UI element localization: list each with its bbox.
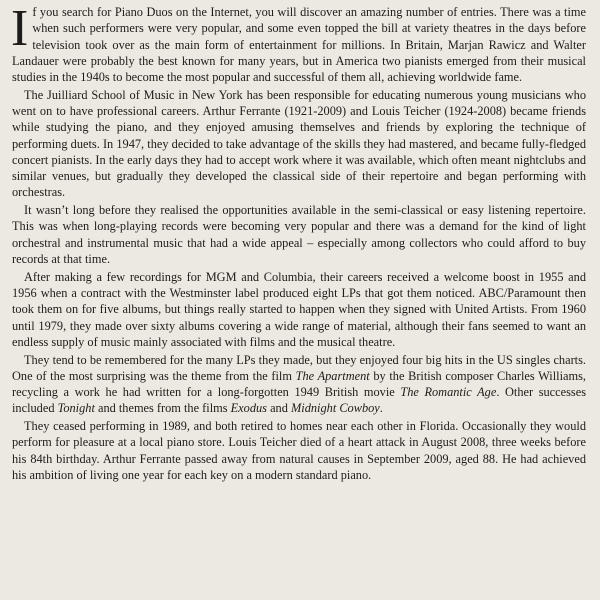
text-run: After making a few recordings for MGM and Columbia, their careers received a welcome boost in 1955 and 1956 when a contract with the Westminster label produced eight LPs that got them noticed. ABC/Paramount then took them on for five albums, but things really started to happen when they signed with United Artists. From 1960 until 1979, they made over sixty albums covering a wide range of material, although their fans seemed to want an endless supply of music mainly associated with films and the musical theatre. xyxy=(12,269,586,349)
paragraph xyxy=(12,418,586,483)
text-run: f you search for Piano Duos on the Internet, you will discover an amazing number of entries. There was a time when such performers were very popular, and some even topped the bill at variety theatres in the days before television took over as the main form of entertainment for millions. In Britain, Marjan Rawicz and Walter Landauer were probably the best known for many years, but in America two pianists emerged from their musical studies in the 1940s to become the most popular and successful of them all, achieving worldwide fame. xyxy=(12,5,586,84)
text-run: by the British composer Charles Williams, recycling a work he had written for a long-forgotten 1949 British movie xyxy=(12,368,586,400)
text-run: They ceased performing in 1989, and both retired to homes near each other in Florida. Occasionally they would perform for pleasure at a local piano store. Louis Teicher died of a heart attack in August 2008, three weeks before his 84th birthday. Arthur Ferrante passed away from natural causes in September 2009, aged 88. He had achieved his ambition of living one year for each key on a modern standard piano. xyxy=(12,419,586,482)
italic-title: Exodus xyxy=(230,401,267,416)
paragraph xyxy=(12,269,586,350)
italic-title: The Apartment xyxy=(295,368,370,383)
text-run: It wasn’t long before they realised the opportunities available in the semi-classical or easy listening repertoire. This was when long-playing records were becoming very popular and there was a demand for the kind of light orchestral and instrumental music that had a wide appeal – especially among collectors who could afford to buy records at that time. xyxy=(12,203,586,266)
paragraph xyxy=(11,0,586,85)
paragraph xyxy=(12,87,586,201)
paragraph xyxy=(12,352,586,417)
italic-title: Tonight xyxy=(57,401,95,416)
italic-title: The Romantic Age xyxy=(400,385,497,400)
italic-title: Midnight Cowboy xyxy=(290,401,380,416)
paragraph xyxy=(12,202,586,267)
text-run: The Juilliard School of Music in New York has been responsible for educating numerous young musicians who went on to have professional careers. Arthur Ferrante (1921-2009) and Louis Teicher (1924-2008) became friends while studying the piano, and they enjoyed amusing themselves and friends by exploring the technique of performing duets. In 1947, they decided to take advantage of the skills they had mastered, and became fully-fledged concert pianists. In the early days they had to accept work where it was available, which often meant nightclubs and similar venues, but gradually they developed the classical side of their repertoire and began performing with orchestras. xyxy=(12,87,586,200)
text-run: . xyxy=(379,401,383,416)
text-run: and themes from the films xyxy=(94,401,231,416)
drop-cap: I xyxy=(11,0,29,57)
text-run: They tend to be remembered for the many LPs they made, but they enjoyed four big hits in the US singles charts. One of the most surprising was the theme from the film xyxy=(12,352,586,383)
text-run: . Other successes included xyxy=(12,385,586,416)
text-run: and xyxy=(266,401,291,416)
article-body xyxy=(11,0,586,483)
